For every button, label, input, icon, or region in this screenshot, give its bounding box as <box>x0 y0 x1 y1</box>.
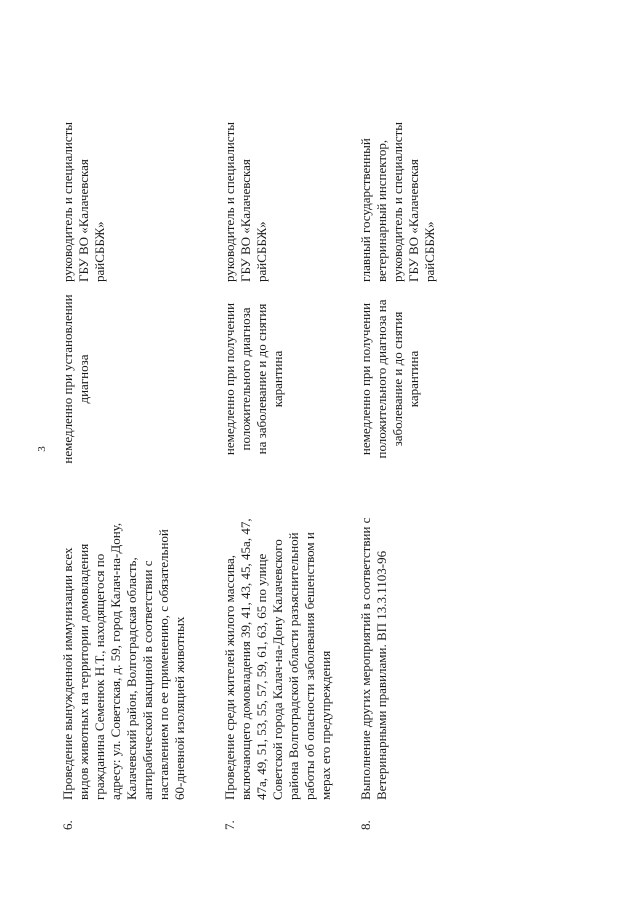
text-line: антирабической вакциной в соответствии с <box>140 560 155 800</box>
text-line: карантина <box>406 350 421 408</box>
responsible-cell <box>222 122 270 282</box>
text-line: Проведение вынужденной иммунизации всех <box>60 547 75 800</box>
responsible-cell <box>358 122 438 282</box>
text-line: положительного диагноза на <box>374 299 389 459</box>
text-line: немедленно при получении <box>358 302 373 456</box>
text-line: руководитель и специалисты <box>222 122 237 282</box>
text-line: диагноза <box>76 354 91 404</box>
text-line: райСББЖ» <box>422 221 437 282</box>
text-line: мерах его предупреждения <box>318 650 333 800</box>
text-line: Советской города Калач-на-Дону Калачевского <box>270 539 285 800</box>
row-number: 8. <box>358 820 373 830</box>
term-cell <box>222 294 286 464</box>
text-line: положительного диагноза <box>238 307 253 451</box>
text-line: видов животных на территории домовладения <box>76 543 91 800</box>
text-line: руководитель и специалисты <box>60 122 75 282</box>
text-line: райСББЖ» <box>254 221 269 282</box>
text-line: ГБУ ВО «Калачевская <box>238 159 253 282</box>
text-line: ветеринарный инспектор, <box>374 139 389 282</box>
text-line: включающего домовладения 39, 41, 43, 45, 45а, 47, <box>238 518 253 800</box>
text-line: на заболевание и до снятия <box>254 303 269 455</box>
page-number: 3 <box>36 446 48 452</box>
text-line: работы об опасности заболевания бешенством и <box>302 532 317 800</box>
term-cell <box>358 294 422 464</box>
text-line: райСББЖ» <box>92 221 107 282</box>
text-line: 60-дневной изоляцией животных <box>172 616 187 800</box>
row-number: 7. <box>222 820 237 830</box>
text-line: ГБУ ВО «Калачевская <box>76 159 91 282</box>
measure-cell <box>60 477 188 800</box>
text-line: адресу: ул. Советская, д. 59, город Калач-на-Дону, <box>108 522 123 800</box>
text-line: района Волгоградской области разъяснительной <box>286 532 301 800</box>
responsible-cell <box>60 122 108 282</box>
text-line: Ветеринарными правилами. ВП 13.3.1103-96 <box>374 550 389 800</box>
measure-cell <box>358 477 390 800</box>
term-cell <box>60 294 92 464</box>
text-line: главный государственный <box>358 138 373 282</box>
row-number: 6. <box>60 820 75 830</box>
text-line: заболевание и до снятия <box>390 311 405 447</box>
text-line: Проведение среди жителей жилого массива, <box>222 555 237 800</box>
text-line: наставлением по ее применению, с обязательной <box>156 529 171 800</box>
text-line: немедленно при установлении <box>60 294 75 464</box>
text-line: гражданина Семенюк Н.Т., находящегося по <box>92 553 107 800</box>
text-line: карантина <box>270 350 285 408</box>
measure-cell <box>222 477 334 800</box>
text-line: Выполнение других мероприятий в соответствии с <box>358 517 373 800</box>
text-line: руководитель и специалисты <box>390 122 405 282</box>
text-line: 47а, 49, 51, 53, 55, 57, 59, 61, 63, 65 по улице <box>254 553 269 800</box>
text-line: немедленно при получении <box>222 302 237 456</box>
text-line: Калачевский район, Волгоградская область, <box>124 557 139 800</box>
text-line: ГБУ ВО «Калачевская <box>406 159 421 282</box>
